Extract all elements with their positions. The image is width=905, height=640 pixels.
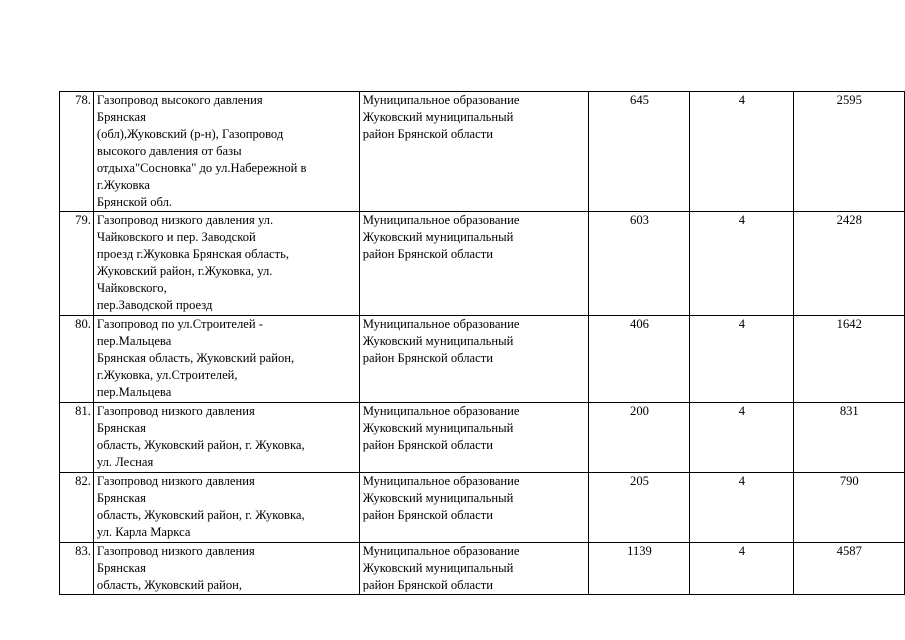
- length-value: 645: [588, 92, 689, 212]
- owner: Муниципальное образование Жуковский муниципальный район Брянской области: [359, 473, 588, 543]
- object-name: Газопровод низкого давления ул. Чайковского и пер. Заводской проезд г.Жуковка Брянская область, Жуковский район, г.Жуковка, ул. Чайковского, пер.Заводской проезд: [93, 212, 359, 316]
- category-value: 4: [690, 403, 793, 473]
- cost-value: 2595: [793, 92, 904, 212]
- cost-value: 790: [793, 473, 904, 543]
- table-row: [60, 212, 905, 316]
- table-row: [60, 403, 905, 473]
- row-number: 79.: [60, 212, 94, 316]
- table-row: [60, 473, 905, 543]
- cost-value: 831: [793, 403, 904, 473]
- row-number: 82.: [60, 473, 94, 543]
- gas-pipeline-registry-table: [59, 91, 905, 595]
- object-name: Газопровод низкого давления Брянская область, Жуковский район, г. Жуковка, ул. Лесная: [93, 403, 359, 473]
- row-number: 80.: [60, 316, 94, 403]
- table-row: [60, 316, 905, 403]
- owner: Муниципальное образование Жуковский муниципальный район Брянской области: [359, 92, 588, 212]
- category-value: 4: [690, 316, 793, 403]
- length-value: 603: [588, 212, 689, 316]
- object-name: Газопровод низкого давления Брянская область, Жуковский район,: [93, 543, 359, 595]
- category-value: 4: [690, 212, 793, 316]
- object-name: Газопровод низкого давления Брянская область, Жуковский район, г. Жуковка, ул. Карла Маркса: [93, 473, 359, 543]
- length-value: 1139: [588, 543, 689, 595]
- table-row: [60, 92, 905, 212]
- length-value: 200: [588, 403, 689, 473]
- row-number: 81.: [60, 403, 94, 473]
- owner: Муниципальное образование Жуковский муниципальный район Брянской области: [359, 212, 588, 316]
- row-number: 83.: [60, 543, 94, 595]
- owner: Муниципальное образование Жуковский муниципальный район Брянской области: [359, 403, 588, 473]
- cost-value: 4587: [793, 543, 904, 595]
- owner: Муниципальное образование Жуковский муниципальный район Брянской области: [359, 316, 588, 403]
- cost-value: 1642: [793, 316, 904, 403]
- cost-value: 2428: [793, 212, 904, 316]
- category-value: 4: [690, 543, 793, 595]
- object-name: Газопровод по ул.Строителей - пер.Мальцева Брянская область, Жуковский район, г.Жуковка, ул.Строителей, пер.Мальцева: [93, 316, 359, 403]
- category-value: 4: [690, 473, 793, 543]
- length-value: 406: [588, 316, 689, 403]
- length-value: 205: [588, 473, 689, 543]
- category-value: 4: [690, 92, 793, 212]
- row-number: 78.: [60, 92, 94, 212]
- owner: Муниципальное образование Жуковский муниципальный район Брянской области: [359, 543, 588, 595]
- object-name: Газопровод высокого давления Брянская (обл),Жуковский (р-н), Газопровод высокого давления от базы отдыха"Сосновка" до ул.Набережной в г.Жуковка Брянской обл.: [93, 92, 359, 212]
- table-row: [60, 543, 905, 595]
